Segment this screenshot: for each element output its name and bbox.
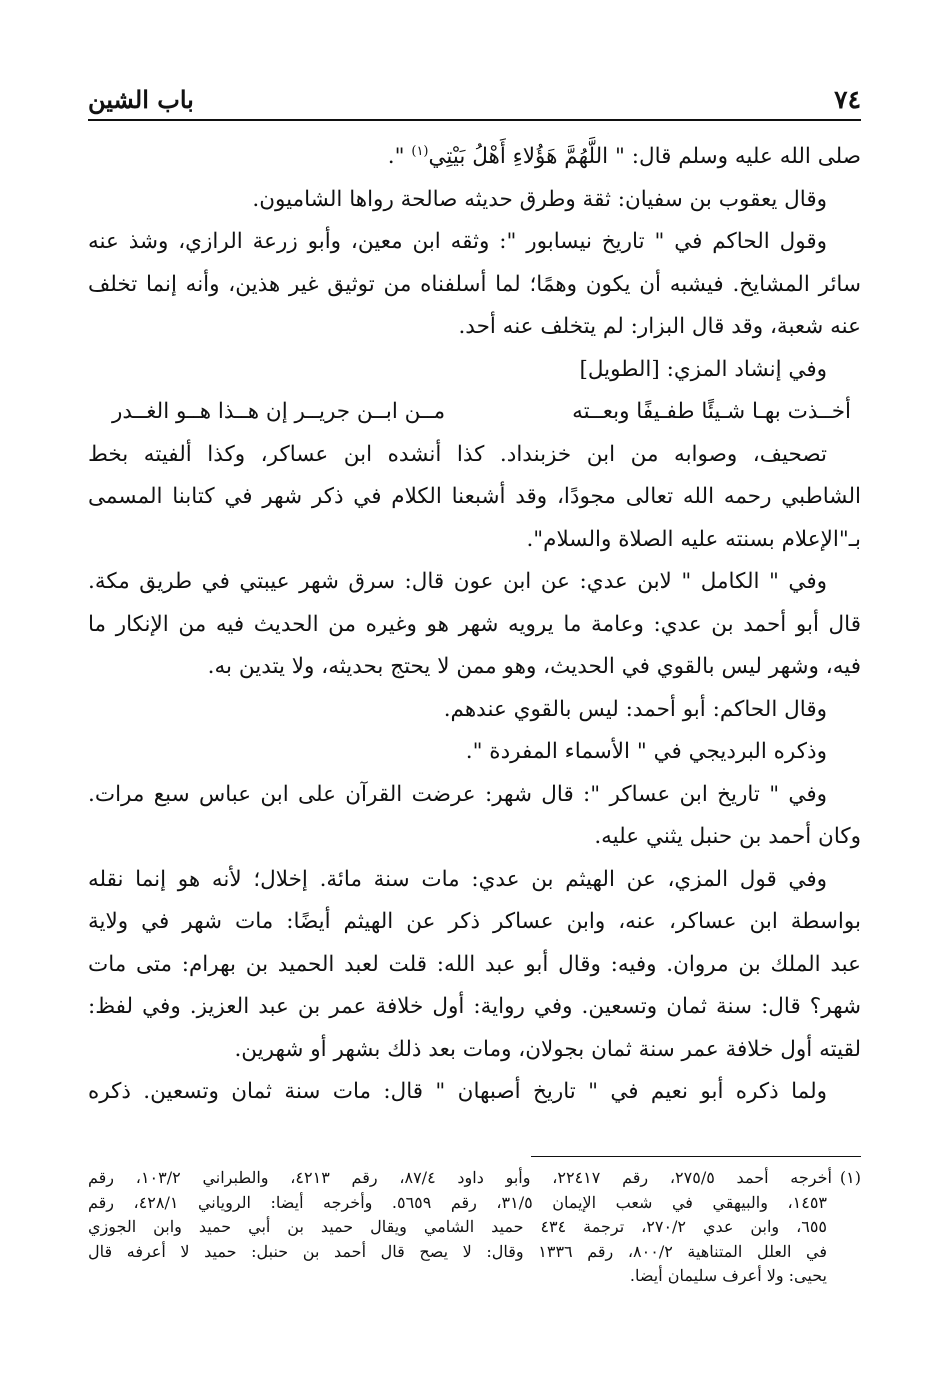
text-line: وكان أحمد بن حنبل يثني عليه.: [594, 824, 861, 849]
text-line: وذكره البرديجي في " الأسماء المفردة ".: [465, 739, 827, 764]
text-line: الشاطبي رحمه الله تعالى مجودًا، وقد أشبعنا الكلام في ذكر شهر في كتابنا المسمى: [88, 484, 861, 509]
text-line: وفي " الكامل " لابن عدي: عن ابن عون قال: سرق شهر عيبتي في طريق مكة.: [88, 569, 827, 594]
footnote-line: يحيى: ولا أعرف سليمان أيضا.: [629, 1266, 827, 1285]
text-line: عنه شعبة، وقد قال البزار: لم يتخلف عنه أحد.: [458, 314, 861, 339]
header-rule: [88, 119, 861, 121]
text-line: بـ"الإعلام بسنته عليه الصلاة والسلام".: [526, 526, 861, 552]
text-line: وفي قول المزي، عن الهيثم بن عدي: مات سنة مائة. إخلال؛ لأنه هو إنما نقله: [88, 866, 827, 892]
text-line: وقال الحاكم: أبو أحمد: ليس بالقوي عندهم.: [443, 696, 827, 722]
main-text: [88, 136, 861, 1114]
text-line: [88, 136, 861, 179]
text-segment: ".: [387, 144, 412, 169]
footnote-text: أخرجه أحمد ٢٧٥/٥، رقم ٢٢٤١٧، وأبو داود ٨٧/٤، رقم ٤٢١٣، والطبراني ١٠٣/٢، رقم: [88, 1168, 832, 1187]
footnote-reference[interactable]: (١): [411, 143, 429, 159]
text-line: بواسطة ابن عساكر، عنه، وابن عساكر ذكر عن الهيثم أيضًا: مات شهر في ولاية: [88, 909, 861, 934]
verse-first-hemistich: أخــذت بهـا شـيئًا طفـيفًا وبعــته: [572, 399, 851, 424]
footnote-line: ٦٥٥، وابن عدي ٢٧٠/٢، ترجمة ٤٣٤ حميد الشامي ويقال حميد بن أبي حميد وابن الجوزي: [88, 1217, 828, 1236]
footnote-separator: [531, 1156, 861, 1157]
text-line: لقيته أول خلافة عمر سنة ثمان بجولان، ومات بعد ذلك بشهر أو شهرين.: [234, 1036, 861, 1062]
footnote-line: في العلل المتناهية ٨٠٠/٢، رقم ١٣٣٦ وقال: لا يصح قال أحمد بن حنبل: حميد لا أعرفه قال: [88, 1241, 828, 1261]
footnote-marker: (١): [839, 1168, 861, 1187]
text-line: وفي " تاريخ ابن عساكر ": قال شهر: عرضت القرآن على ابن عباس سبع مرات.: [88, 781, 827, 807]
page-number: ٧٤: [834, 85, 861, 114]
text-line: فيه، وشهر ليس بالقوي في الحديث، وهو ممن لا يحتج بحديثه، ولا يتدين به.: [207, 654, 861, 679]
running-title: باب الشين: [88, 85, 194, 114]
poetry-verse: [88, 391, 861, 434]
footnote-line: [88, 1166, 861, 1191]
verse-second-hemistich: مــن ابــن جريــر إن هــذا هــو الغــدر: [112, 399, 446, 424]
text-segment: صلى الله عليه وسلم قال: " اللَّهُمَّ هَؤُلاءِ أَهْلُ بَيْتِي: [428, 144, 861, 169]
text-line: ولما ذكره أبو نعيم في " تاريخ أصبهان " قال: مات سنة ثمان وتسعين. ذكره: [88, 1079, 827, 1104]
footnote-line: ١٤٥٣، والبيهقي في شعب الإيمان ٣١/٥، رقم ٥٦٥٩. وأخرجه أيضا: الروياني ٤٢٨/١، رقم: [88, 1192, 828, 1212]
text-line: قال أبو أحمد بن عدي: وعامة ما يرويه شهر هو وغيره من الحديث فيه من الإنكار ما: [88, 611, 861, 637]
footnotes: [88, 1166, 861, 1289]
text-line: وفي إنشاد المزي: [الطويل]: [579, 356, 827, 382]
text-line: شهر؟ قال: سنة ثمان وتسعين. وفي رواية: أول خلافة عمر بن عبد العزيز. وفي لفظ:: [88, 994, 861, 1019]
text-line: وقول الحاكم في " تاريخ نيسابور ": وثقه ابن معين، وأبو زرعة الرازي، وشذ عنه: [88, 229, 827, 254]
text-line: تصحيف، وصوابه من ابن خزبنداد. كذا أنشده ابن عساكر، وكذا ألفيته بخط: [88, 441, 827, 467]
text-line: وقال يعقوب بن سفيان: ثقة وطرق حديثه صالحة رواها الشاميون.: [252, 186, 827, 212]
text-line: سائر المشايخ. فيشبه أن يكون وهمًا؛ لما أسلفناه من توثيق غير هذين، وأنه إنما تخلف: [88, 271, 861, 297]
page-header: [88, 78, 861, 114]
text-line: عبد الملك بن مروان. وفيه: وقال أبو عبد الله: قلت لعبد الحميد بن بهرام: متى مات: [88, 951, 861, 977]
